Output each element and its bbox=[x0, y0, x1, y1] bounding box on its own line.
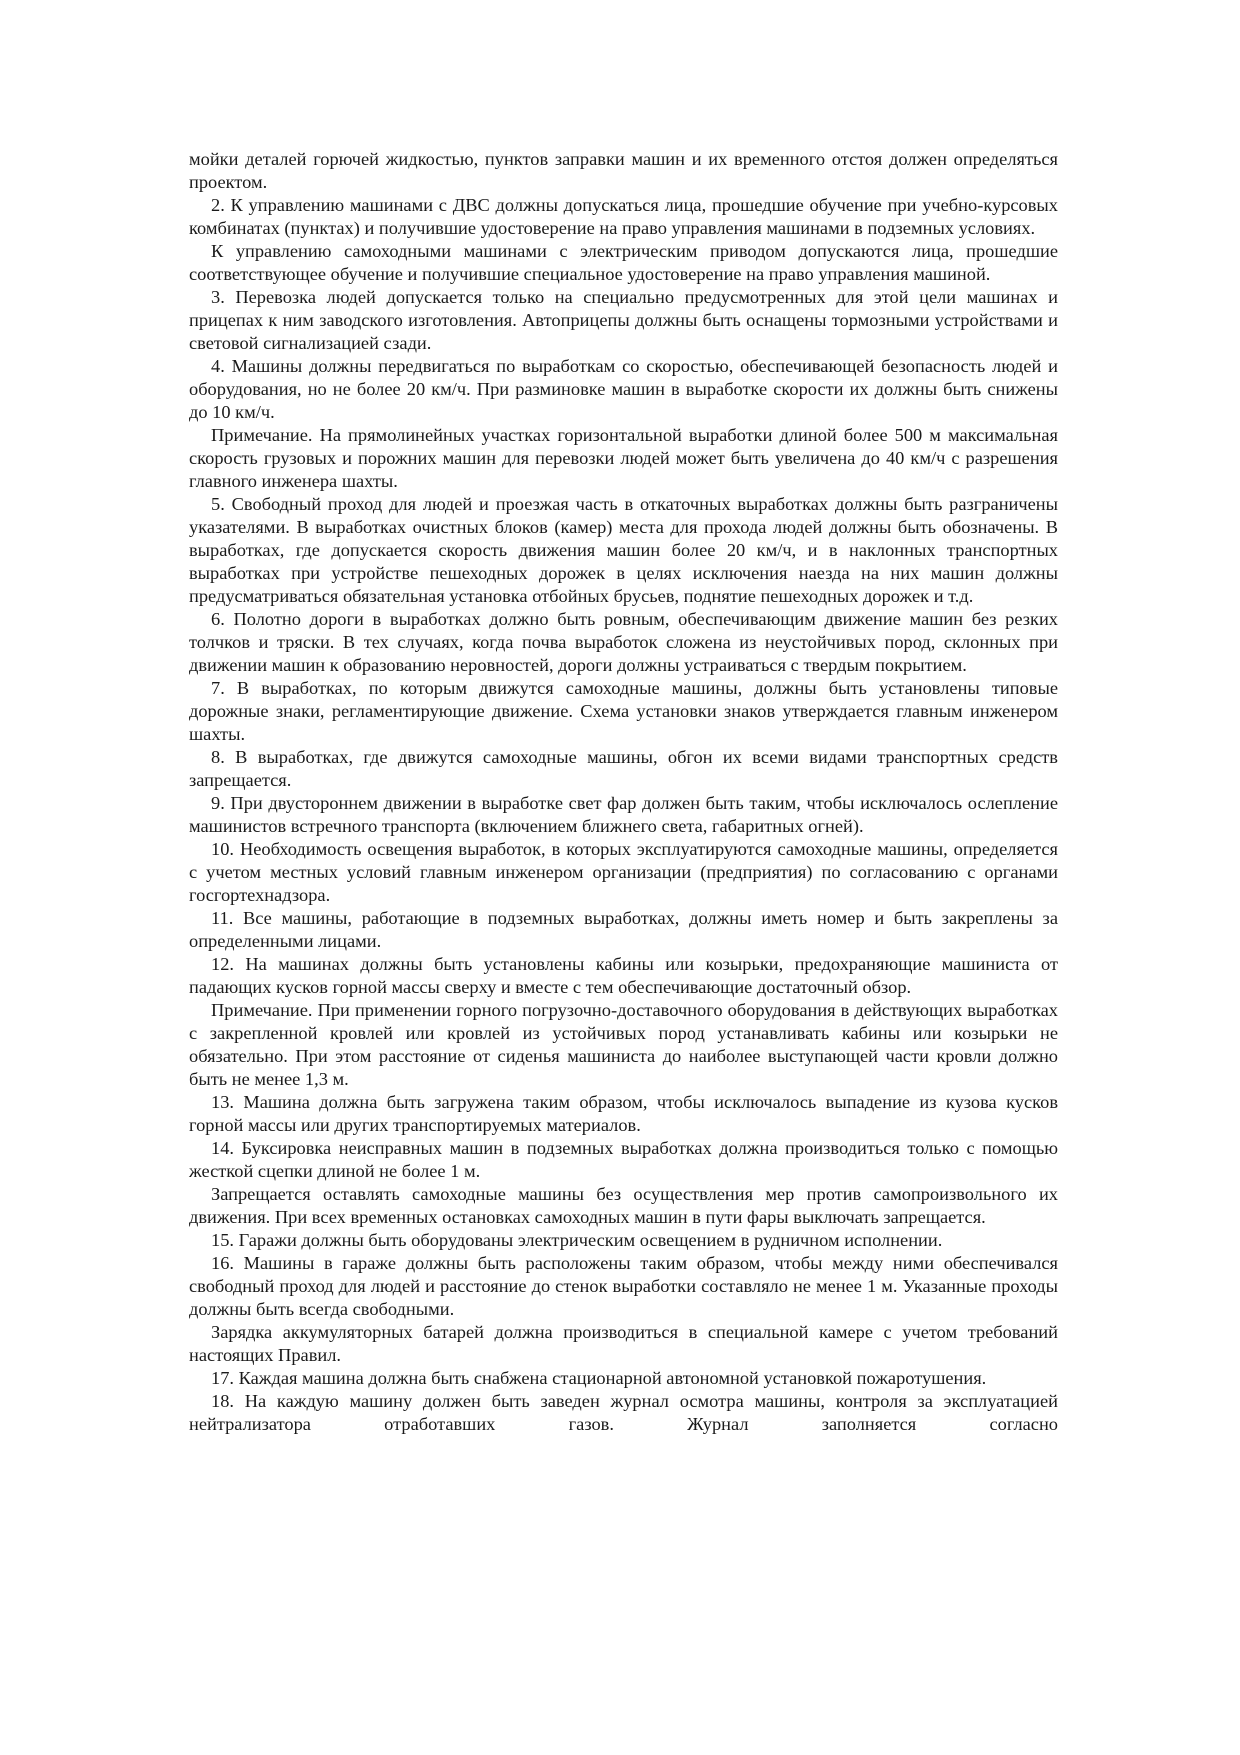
paragraph: 17. Каждая машина должна быть снабжена стационарной автономной установкой пожаротушения. bbox=[211, 1368, 987, 1388]
paragraph: 18. На каждую машину должен быть заведен журнал осмотра машины, контроля за эксплуатацией нейтрализатора отработавших газов. Журнал заполняется согласно bbox=[189, 1391, 1058, 1434]
paragraph: 9. При двустороннем движении в выработке свет фар должен быть таким, чтобы исключалось ослепление машинистов встречного транспорта (включением ближнего света, габаритных огней). bbox=[189, 793, 1058, 836]
paragraph: Запрещается оставлять самоходные машины без осуществления мер против самопроизвольного их движения. При всех временных остановках самоходных машин в пути фары выключать запрещается. bbox=[189, 1184, 1058, 1227]
paragraph: 12. На машинах должны быть установлены кабины или козырьки, предохраняющие машиниста от падающих кусков горной массы сверху и вместе с тем обеспечивающие достаточный обзор. bbox=[189, 954, 1058, 997]
paragraph: 16. Машины в гараже должны быть расположены таким образом, чтобы между ними обеспечивался свободный проход для людей и расстояние до стенок выработки составляло не менее 1 м. Указанные проходы должны быть всегда свободными. bbox=[189, 1253, 1058, 1319]
paragraph: 4. Машины должны передвигаться по выработкам со скоростью, обеспечивающей безопасность людей и оборудования, но не более 20 км/ч. При разминовке машин в выработке скорости их должны быть снижены до 10 км/ч. bbox=[189, 356, 1058, 422]
paragraph: мойки деталей горючей жидкостью, пунктов заправки машин и их временного отстоя должен определяться проектом. bbox=[189, 149, 1058, 192]
paragraph: 2. К управлению машинами с ДВС должны допускаться лица, прошедшие обучение при учебно-курсовых комбинатах (пунктах) и получившие удостоверение на право управления машинами в подземных условиях. bbox=[189, 195, 1058, 238]
note-paragraph: Примечание. На прямолинейных участках горизонтальной выработки длиной более 500 м максимальная скорость грузовых и порожних машин для перевозки людей может быть увеличена до 40 км/ч с разрешения главного инженера шахты. bbox=[189, 425, 1058, 491]
paragraph: 14. Буксировка неисправных машин в подземных выработках должна производиться только с помощью жесткой сцепки длиной не более 1 м. bbox=[189, 1138, 1058, 1181]
document-page bbox=[189, 148, 1058, 1436]
note-paragraph: Примечание. При применении горного погрузочно-доставочного оборудования в действующих выработках с закрепленной кровлей или кровлей из устойчивых пород устанавливать кабины или козырьки не обязательно. При этом расстояние от сиденья машиниста до наиболее выступающей части кровли должно быть не менее 1,3 м. bbox=[189, 1000, 1058, 1089]
paragraph: 11. Все машины, работающие в подземных выработках, должны иметь номер и быть закреплены за определенными лицами. bbox=[189, 908, 1058, 951]
paragraph: 5. Свободный проход для людей и проезжая часть в откаточных выработках должны быть разграничены указателями. В выработках очистных блоков (камер) места для прохода людей должны быть обозначены. В выработках, где допускается скорость движения машин более 20 км/ч, и в наклонных транспортных выработках при устройстве пешеходных дорожек в целях исключения наезда на них машин должны предусматриваться обязательная установка отбойных брусьев, поднятие пешеходных дорожек и т.д. bbox=[189, 494, 1058, 606]
paragraph: 6. Полотно дороги в выработках должно быть ровным, обеспечивающим движение машин без резких толчков и тряски. В тех случаях, когда почва выработок сложена из неустойчивых пород, склонных при движении машин к образованию неровностей, дороги должны устраиваться с твердым покрытием. bbox=[189, 609, 1058, 675]
paragraph: 7. В выработках, по которым движутся самоходные машины, должны быть установлены типовые дорожные знаки, регламентирующие движение. Схема установки знаков утверждается главным инженером шахты. bbox=[189, 678, 1058, 744]
paragraph: 8. В выработках, где движутся самоходные машины, обгон их всеми видами транспортных средств запрещается. bbox=[189, 747, 1058, 790]
paragraph: К управлению самоходными машинами с электрическим приводом допускаются лица, прошедшие соответствующее обучение и получившие специальное удостоверение на право управления машиной. bbox=[189, 241, 1058, 284]
paragraph: Зарядка аккумуляторных батарей должна производиться в специальной камере с учетом требований настоящих Правил. bbox=[189, 1322, 1058, 1365]
paragraph: 10. Необходимость освещения выработок, в которых эксплуатируются самоходные машины, определяется с учетом местных условий главным инженером организации (предприятия) по согласованию с органами госгортехнадзора. bbox=[189, 839, 1058, 905]
paragraph: 13. Машина должна быть загружена таким образом, чтобы исключалось выпадение из кузова кусков горной массы или других транспортируемых материалов. bbox=[189, 1092, 1058, 1135]
paragraph: 3. Перевозка людей допускается только на специально предусмотренных для этой цели машинах и прицепах к ним заводского изготовления. Автоприцепы должны быть оснащены тормозными устройствами и световой сигнализацией сзади. bbox=[189, 287, 1058, 353]
paragraph: 15. Гаражи должны быть оборудованы электрическим освещением в рудничном исполнении. bbox=[211, 1230, 943, 1250]
